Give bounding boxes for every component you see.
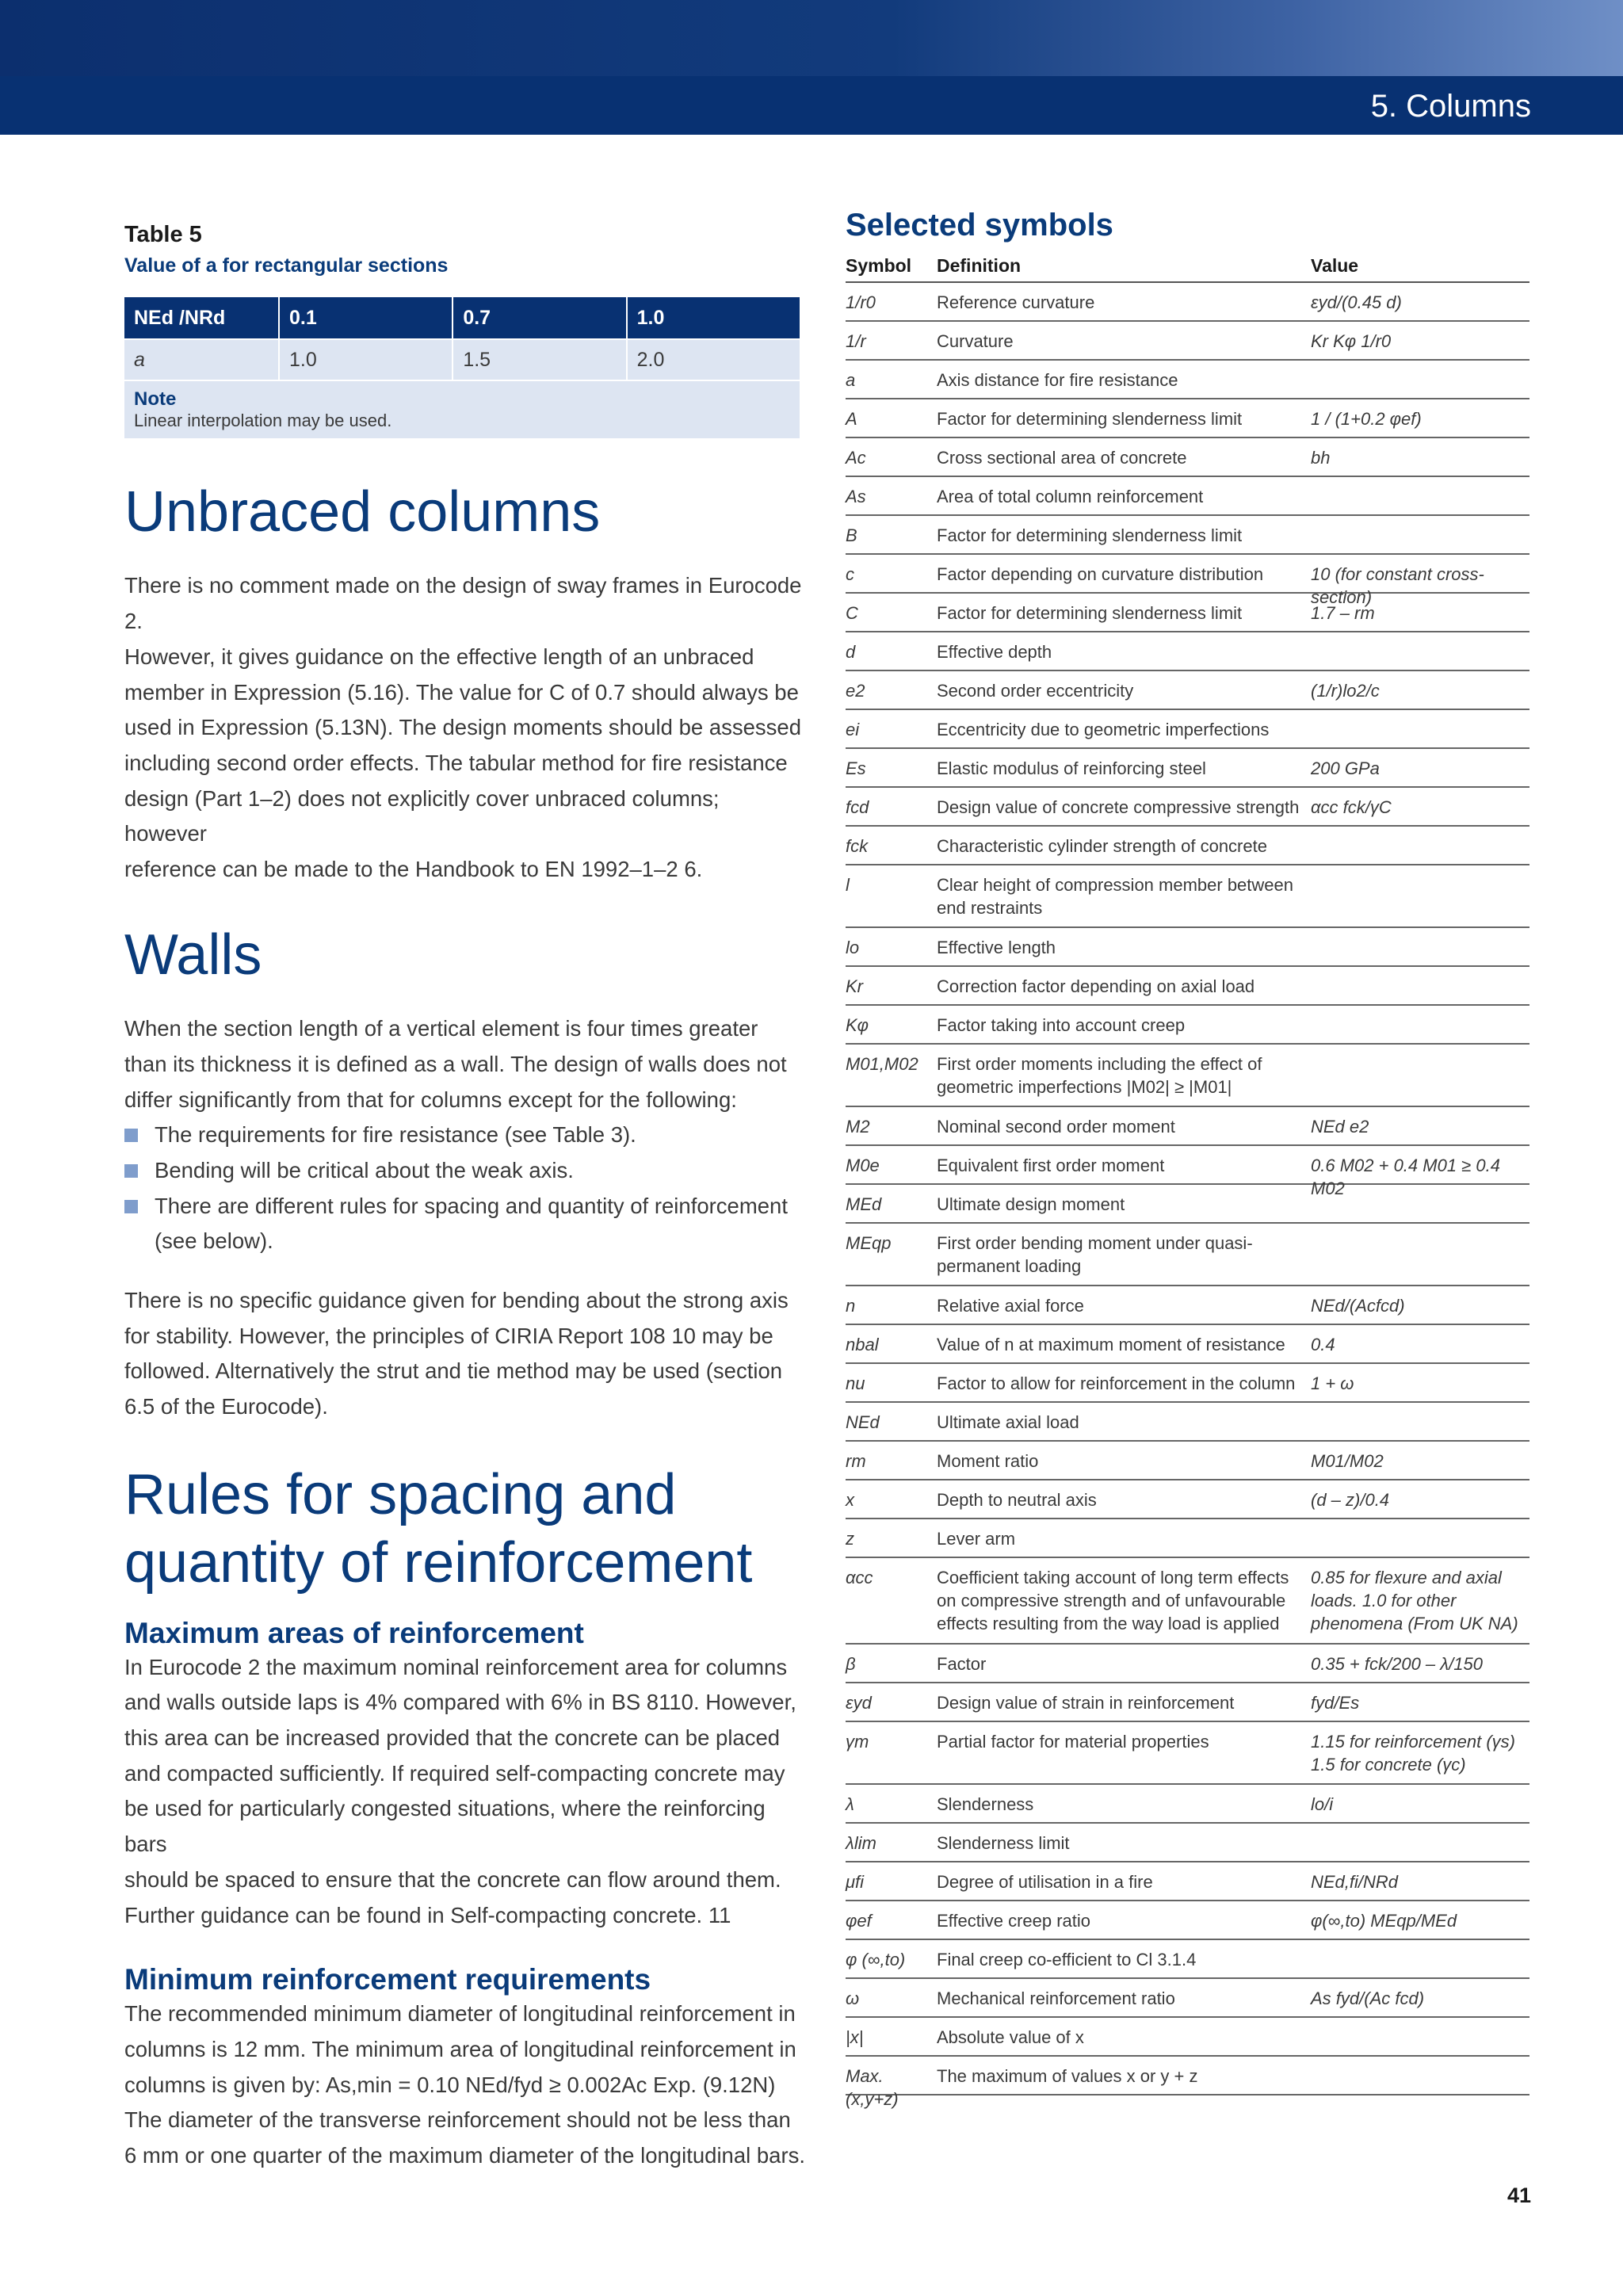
text-line: There is no specific guidance given for bending about the strong axis	[124, 1288, 789, 1313]
symbol-row	[846, 1442, 1529, 1480]
symbol-cell: x	[846, 1490, 854, 1510]
definition-cell: Effective creep ratio	[937, 1911, 1091, 1931]
value-cell: φ(∞,to) MEqp/MEd	[1311, 1911, 1457, 1931]
definition-cell: Second order eccentricity	[937, 681, 1134, 701]
definition-cell: Degree of utilisation in a fire	[937, 1872, 1153, 1892]
value-cell: 1.15 for reinforcement (γs) 1.5 for concrete (γc)	[1311, 1732, 1515, 1775]
table-header-cell: 0.7	[453, 297, 626, 339]
symbol-cell: Max. (x,y+z)	[846, 2066, 899, 2109]
text-line: columns is given by: As,min = 0.10 NEd/fyd ≥ 0.002Ac Exp. (9.12N)	[124, 2072, 776, 2097]
definition-cell: Final creep co-efficient to Cl 3.1.4	[937, 1950, 1197, 1969]
text-line: 6.5 of the Eurocode).	[124, 1394, 328, 1419]
definition-cell: First order moments including the effect of geometric imperfections |M02| ≥ |M01|	[937, 1054, 1262, 1097]
definition-cell: Factor for determining slenderness limit	[937, 603, 1243, 623]
symbol-row	[846, 827, 1529, 865]
symbol-cell: rm	[846, 1451, 866, 1471]
symbol-row	[846, 399, 1529, 438]
text-line: used in Expression (5.13N). The design moments should be assessed	[124, 715, 801, 740]
text-line: than its thickness it is defined as a wall. The design of walls does not	[124, 1051, 787, 1076]
symbol-row	[846, 1940, 1529, 1979]
value-cell: 0.35 + fck/200 – λ/150	[1311, 1654, 1483, 1674]
symbol-cell: z	[846, 1529, 854, 1549]
page-number: 41	[1507, 2183, 1531, 2207]
symbol-row	[846, 671, 1529, 710]
symbol-row	[846, 438, 1529, 477]
symbol-cell: 1/r0	[846, 292, 876, 312]
symbol-row	[846, 2018, 1529, 2057]
value-cell	[1311, 1052, 1529, 1106]
text-line: However, it gives guidance on the effective length of an unbraced	[124, 644, 754, 669]
symbol-row	[846, 1645, 1529, 1683]
symbol-row	[846, 865, 1529, 928]
heading-rules-line1: Rules for spacing and	[124, 1462, 677, 1526]
text-line: The recommended minimum diameter of longitudinal reinforcement in	[124, 2001, 796, 2027]
symbol-row	[846, 477, 1529, 516]
table-note	[124, 380, 800, 438]
symbol-cell: |x|	[846, 2027, 864, 2047]
symbol-row	[846, 516, 1529, 555]
symbols-header-symbol: Symbol	[846, 255, 912, 276]
walls-text	[124, 1011, 806, 1425]
symbol-cell: B	[846, 525, 857, 545]
symbol-row	[846, 928, 1529, 967]
symbol-row	[846, 1185, 1529, 1224]
symbol-cell: A	[846, 409, 857, 429]
text-line: member in Expression (5.16). The value for C of 0.7 should always be	[124, 679, 799, 705]
symbol-cell: 1/r	[846, 331, 866, 351]
value-cell: NEd/(Acfcd)	[1311, 1296, 1405, 1316]
symbol-row	[846, 1558, 1529, 1645]
definition-cell: Ultimate axial load	[937, 1412, 1079, 1432]
symbol-cell: Kr	[846, 976, 863, 996]
heading-minimum-reinforcement: Minimum reinforcement requirements	[124, 1963, 651, 1996]
value-cell	[1311, 1832, 1529, 1861]
unbraced-text	[124, 568, 806, 887]
symbol-cell: MEqp	[846, 1233, 892, 1253]
symbol-row	[846, 1862, 1529, 1901]
table-cell: 1.0	[279, 339, 453, 380]
symbol-row	[846, 1006, 1529, 1045]
definition-cell: Factor for determining slenderness limit	[937, 409, 1243, 429]
symbol-row	[846, 594, 1529, 632]
min-reinforcement-text	[124, 1996, 806, 2174]
definition-cell: Factor depending on curvature distribution	[937, 564, 1264, 584]
table-cell: a	[124, 339, 279, 380]
definition-cell: Factor to allow for reinforcement in the column	[937, 1373, 1296, 1393]
symbol-row	[846, 1286, 1529, 1325]
symbol-row	[846, 1107, 1529, 1146]
symbol-cell: M0e	[846, 1156, 880, 1175]
value-cell	[1311, 2065, 1529, 2094]
text-line: When the section length of a vertical element is four times greater	[124, 1016, 758, 1041]
page-header-banner	[0, 0, 1623, 135]
symbol-cell: αcc	[846, 1568, 873, 1587]
symbol-row	[846, 1722, 1529, 1785]
symbol-row	[846, 2057, 1529, 2109]
text-line: followed. Alternatively the strut and tie method may be used (section	[124, 1358, 783, 1384]
symbol-cell: lo	[846, 938, 860, 957]
table-subtitle: Value of a for rectangular sections	[124, 254, 449, 277]
bullet-item: Bending will be critical about the weak axis.	[124, 1153, 806, 1189]
definition-cell: Cross sectional area of concrete	[937, 448, 1187, 468]
heading-rules-line2: quantity of reinforcement	[124, 1531, 753, 1595]
value-cell	[1311, 1948, 1529, 1977]
value-cell	[1311, 1014, 1529, 1043]
definition-cell: Lever arm	[937, 1529, 1016, 1549]
value-cell: As fyd/(Ac fcd)	[1311, 1988, 1425, 2008]
table-cell: 2.0	[627, 339, 800, 380]
value-cell	[1311, 1527, 1529, 1557]
symbol-cell: C	[846, 603, 858, 623]
value-cell: NEd e2	[1311, 1117, 1369, 1137]
definition-cell: Reference curvature	[937, 292, 1095, 312]
value-cell: 200 GPa	[1311, 758, 1380, 778]
symbol-cell: As	[846, 487, 866, 506]
symbols-header-value: Value	[1311, 255, 1359, 276]
value-cell: 0.4	[1311, 1335, 1335, 1354]
max-areas-text	[124, 1650, 806, 1934]
symbol-cell: fck	[846, 836, 869, 856]
table-label: Table 5	[124, 222, 202, 247]
text-line: Further guidance can be found in Self-compacting concrete. 11	[124, 1902, 731, 1927]
definition-cell: Curvature	[937, 331, 1014, 351]
symbol-cell: n	[846, 1296, 856, 1316]
symbol-row	[846, 283, 1529, 322]
symbol-cell: nu	[846, 1373, 865, 1393]
symbol-row	[846, 555, 1529, 607]
definition-cell: Factor	[937, 1654, 987, 1674]
definition-cell: Factor taking into account creep	[937, 1015, 1186, 1035]
symbol-row	[846, 788, 1529, 827]
symbol-row	[846, 1325, 1529, 1364]
value-cell	[1311, 1193, 1529, 1222]
text-line: including second order effects. The tabular method for fire resistance	[124, 750, 788, 775]
definition-cell: Correction factor depending on axial load	[937, 976, 1255, 996]
symbol-cell: MEd	[846, 1194, 882, 1214]
symbol-row	[846, 1045, 1529, 1107]
symbol-cell: a	[846, 370, 856, 390]
symbol-cell: φ (∞,to)	[846, 1950, 906, 1969]
value-cell	[1311, 1232, 1529, 1285]
symbol-cell: Ac	[846, 448, 866, 468]
symbol-cell: d	[846, 642, 856, 662]
symbol-row	[846, 710, 1529, 749]
text-line: for stability. However, the principles of CIRIA Report 108 10 may be	[124, 1323, 773, 1348]
definition-cell: Value of n at maximum moment of resistance	[937, 1335, 1285, 1354]
definition-cell: Eccentricity due to geometric imperfections	[937, 720, 1270, 739]
symbol-cell: λ	[846, 1794, 854, 1814]
definition-cell: Nominal second order moment	[937, 1117, 1175, 1137]
symbol-row	[846, 1224, 1529, 1286]
definition-cell: Characteristic cylinder strength of concrete	[937, 836, 1267, 856]
value-cell: M01/M02	[1311, 1451, 1384, 1471]
symbol-row	[846, 1824, 1529, 1862]
symbol-cell: ω	[846, 1988, 860, 2008]
definition-cell: Elastic modulus of reinforcing steel	[937, 758, 1206, 778]
definition-cell: Design value of concrete compressive strength	[937, 797, 1300, 817]
value-cell: (d – z)/0.4	[1311, 1490, 1390, 1510]
symbol-cell: γm	[846, 1732, 869, 1752]
symbol-row	[846, 967, 1529, 1006]
symbol-row	[846, 1146, 1529, 1198]
symbol-cell: β	[846, 1654, 856, 1674]
symbol-cell: μfi	[846, 1872, 865, 1892]
definition-cell: Relative axial force	[937, 1296, 1084, 1316]
symbol-row	[846, 1480, 1529, 1519]
left-column	[124, 222, 806, 2174]
value-cell: bh	[1311, 448, 1331, 468]
table-cell: 1.5	[453, 339, 626, 380]
walls-bullet-list	[124, 1117, 806, 1259]
symbol-row	[846, 322, 1529, 361]
value-cell: lo/i	[1311, 1794, 1334, 1814]
note-title: Note	[134, 388, 177, 410]
symbol-cell: Kφ	[846, 1015, 869, 1035]
value-cell	[1311, 936, 1529, 965]
definition-cell: First order bending moment under quasi-permanent loading	[937, 1233, 1253, 1276]
definition-cell: Axis distance for fire resistance	[937, 370, 1178, 390]
symbol-cell: M2	[846, 1117, 870, 1137]
value-cell: 0.85 for flexure and axial loads. 1.0 for other phenomena (From UK NA)	[1311, 1568, 1518, 1633]
value-cell: 1.7 – rm	[1311, 603, 1375, 623]
definition-cell: Area of total column reinforcement	[937, 487, 1204, 506]
text-line: be used for particularly congested situations, where the reinforcing bars	[124, 1796, 766, 1857]
text-line: should be spaced to ensure that the concrete can flow around them.	[124, 1866, 781, 1892]
walls-para2	[124, 1283, 806, 1425]
value-cell	[1311, 524, 1529, 553]
value-cell: εyd/(0.45 d)	[1311, 292, 1402, 312]
symbols-header-definition: Definition	[937, 255, 1022, 276]
definition-cell: Effective length	[937, 938, 1056, 957]
symbol-row	[846, 1364, 1529, 1403]
definition-cell: Design value of strain in reinforcement	[937, 1693, 1235, 1713]
value-cell: NEd,fi/NRd	[1311, 1872, 1399, 1892]
definition-cell: Clear height of compression member between end restraints	[937, 875, 1294, 918]
definition-cell: Absolute value of x	[937, 2027, 1084, 2047]
value-cell	[1311, 835, 1529, 864]
definition-cell: The maximum of values x or y + z	[937, 2066, 1198, 2086]
heading-unbraced-columns: Unbraced columns	[124, 480, 601, 544]
value-cell: (1/r)lo2/c	[1311, 681, 1380, 701]
heading-walls: Walls	[124, 923, 262, 987]
symbol-row	[846, 632, 1529, 671]
symbols-table-body	[846, 283, 1529, 2109]
symbol-cell: εyd	[846, 1693, 872, 1713]
symbol-row	[846, 1683, 1529, 1722]
value-cell	[1311, 2026, 1529, 2055]
symbol-cell: λlim	[846, 1833, 876, 1853]
value-cell: 1 + ω	[1311, 1373, 1354, 1393]
text-line: There is no comment made on the design of sway frames in Eurocode 2.	[124, 573, 802, 634]
value-cell: 0.6 M02 + 0.4 M01 ≥ 0.4 M02	[1311, 1156, 1500, 1198]
symbol-cell: nbal	[846, 1335, 879, 1354]
value-cell	[1311, 640, 1529, 670]
text-line: and compacted sufficiently. If required self-compacting concrete may	[124, 1760, 785, 1786]
text-line: reference can be made to the Handbook to EN 1992–1–2 6.	[124, 857, 703, 882]
symbol-row	[846, 361, 1529, 399]
value-cell: 1 / (1+0.2 φef)	[1311, 409, 1422, 429]
symbol-row	[846, 1785, 1529, 1824]
symbol-row	[846, 1403, 1529, 1442]
definition-cell: Slenderness	[937, 1794, 1034, 1814]
value-cell: 10 (for constant cross-section)	[1311, 564, 1484, 607]
value-cell	[1311, 369, 1529, 398]
symbol-cell: l	[846, 875, 850, 895]
text-line: and walls outside laps is 4% compared with 6% in BS 8110. However,	[124, 1690, 796, 1715]
text-line: columns is 12 mm. The minimum area of longitudinal reinforcement in	[124, 2036, 796, 2061]
table-5	[124, 297, 801, 438]
text-line: differ significantly from that for columns except for the following:	[124, 1087, 737, 1112]
definition-cell: Ultimate design moment	[937, 1194, 1125, 1214]
symbol-cell: NEd	[846, 1412, 880, 1432]
symbol-cell: e2	[846, 681, 865, 701]
value-cell	[1311, 975, 1529, 1004]
value-cell: αcc fck/γC	[1311, 797, 1392, 817]
value-cell	[1311, 1411, 1529, 1440]
text-line: In Eurocode 2 the maximum nominal reinforcement area for columns	[124, 1654, 788, 1679]
chapter-title: 5. Columns	[1370, 89, 1531, 124]
selected-symbols-title: Selected symbols	[846, 208, 1113, 243]
table-header-cell: 1.0	[627, 297, 800, 339]
note-text: Linear interpolation may be used.	[134, 411, 392, 430]
text-line: this area can be increased provided that the concrete can be placed	[124, 1725, 781, 1751]
symbols-header-row	[846, 251, 1529, 283]
definition-cell: Equivalent first order moment	[937, 1156, 1165, 1175]
value-cell: fyd/Es	[1311, 1693, 1360, 1713]
symbol-cell: c	[846, 564, 854, 584]
symbol-cell: Es	[846, 758, 866, 778]
value-cell	[1311, 718, 1529, 747]
text-line: design (Part 1–2) does not explicitly cover unbraced columns; however	[124, 785, 720, 846]
symbol-cell: φef	[846, 1911, 872, 1931]
symbols-column	[846, 208, 1529, 2109]
bullet-item: There are different rules for spacing and quantity of reinforcement (see below).	[124, 1189, 806, 1259]
symbol-cell: ei	[846, 720, 860, 739]
definition-cell: Depth to neutral axis	[937, 1490, 1097, 1510]
value-cell: Kr Kφ 1/r0	[1311, 331, 1392, 351]
symbol-row	[846, 1979, 1529, 2018]
text-line: The diameter of the transverse reinforcement should not be less than	[124, 2107, 791, 2133]
definition-cell: Effective depth	[937, 642, 1052, 662]
symbol-cell: M01,M02	[846, 1054, 918, 1074]
symbol-row	[846, 1519, 1529, 1558]
definition-cell: Coefficient taking account of long term effects on compressive strength and of unfavourable effects resulting from the way load is applied	[937, 1568, 1289, 1633]
definition-cell: Partial factor for material properties	[937, 1732, 1209, 1752]
value-cell	[1311, 873, 1529, 926]
definition-cell: Slenderness limit	[937, 1833, 1070, 1853]
definition-cell: Factor for determining slenderness limit	[937, 525, 1243, 545]
value-cell	[1311, 485, 1529, 514]
symbol-cell: fcd	[846, 797, 869, 817]
heading-maximum-areas: Maximum areas of reinforcement	[124, 1616, 584, 1649]
definition-cell: Moment ratio	[937, 1451, 1039, 1471]
table-header-cell: NEd /NRd	[124, 297, 279, 339]
symbol-row	[846, 749, 1529, 788]
symbol-row	[846, 1901, 1529, 1940]
text-line: 6 mm or one quarter of the maximum diameter of the longitudinal bars.	[124, 2143, 806, 2168]
bullet-item: The requirements for fire resistance (see Table 3).	[124, 1117, 806, 1153]
table-header-cell: 0.1	[279, 297, 453, 339]
definition-cell: Mechanical reinforcement ratio	[937, 1988, 1175, 2008]
